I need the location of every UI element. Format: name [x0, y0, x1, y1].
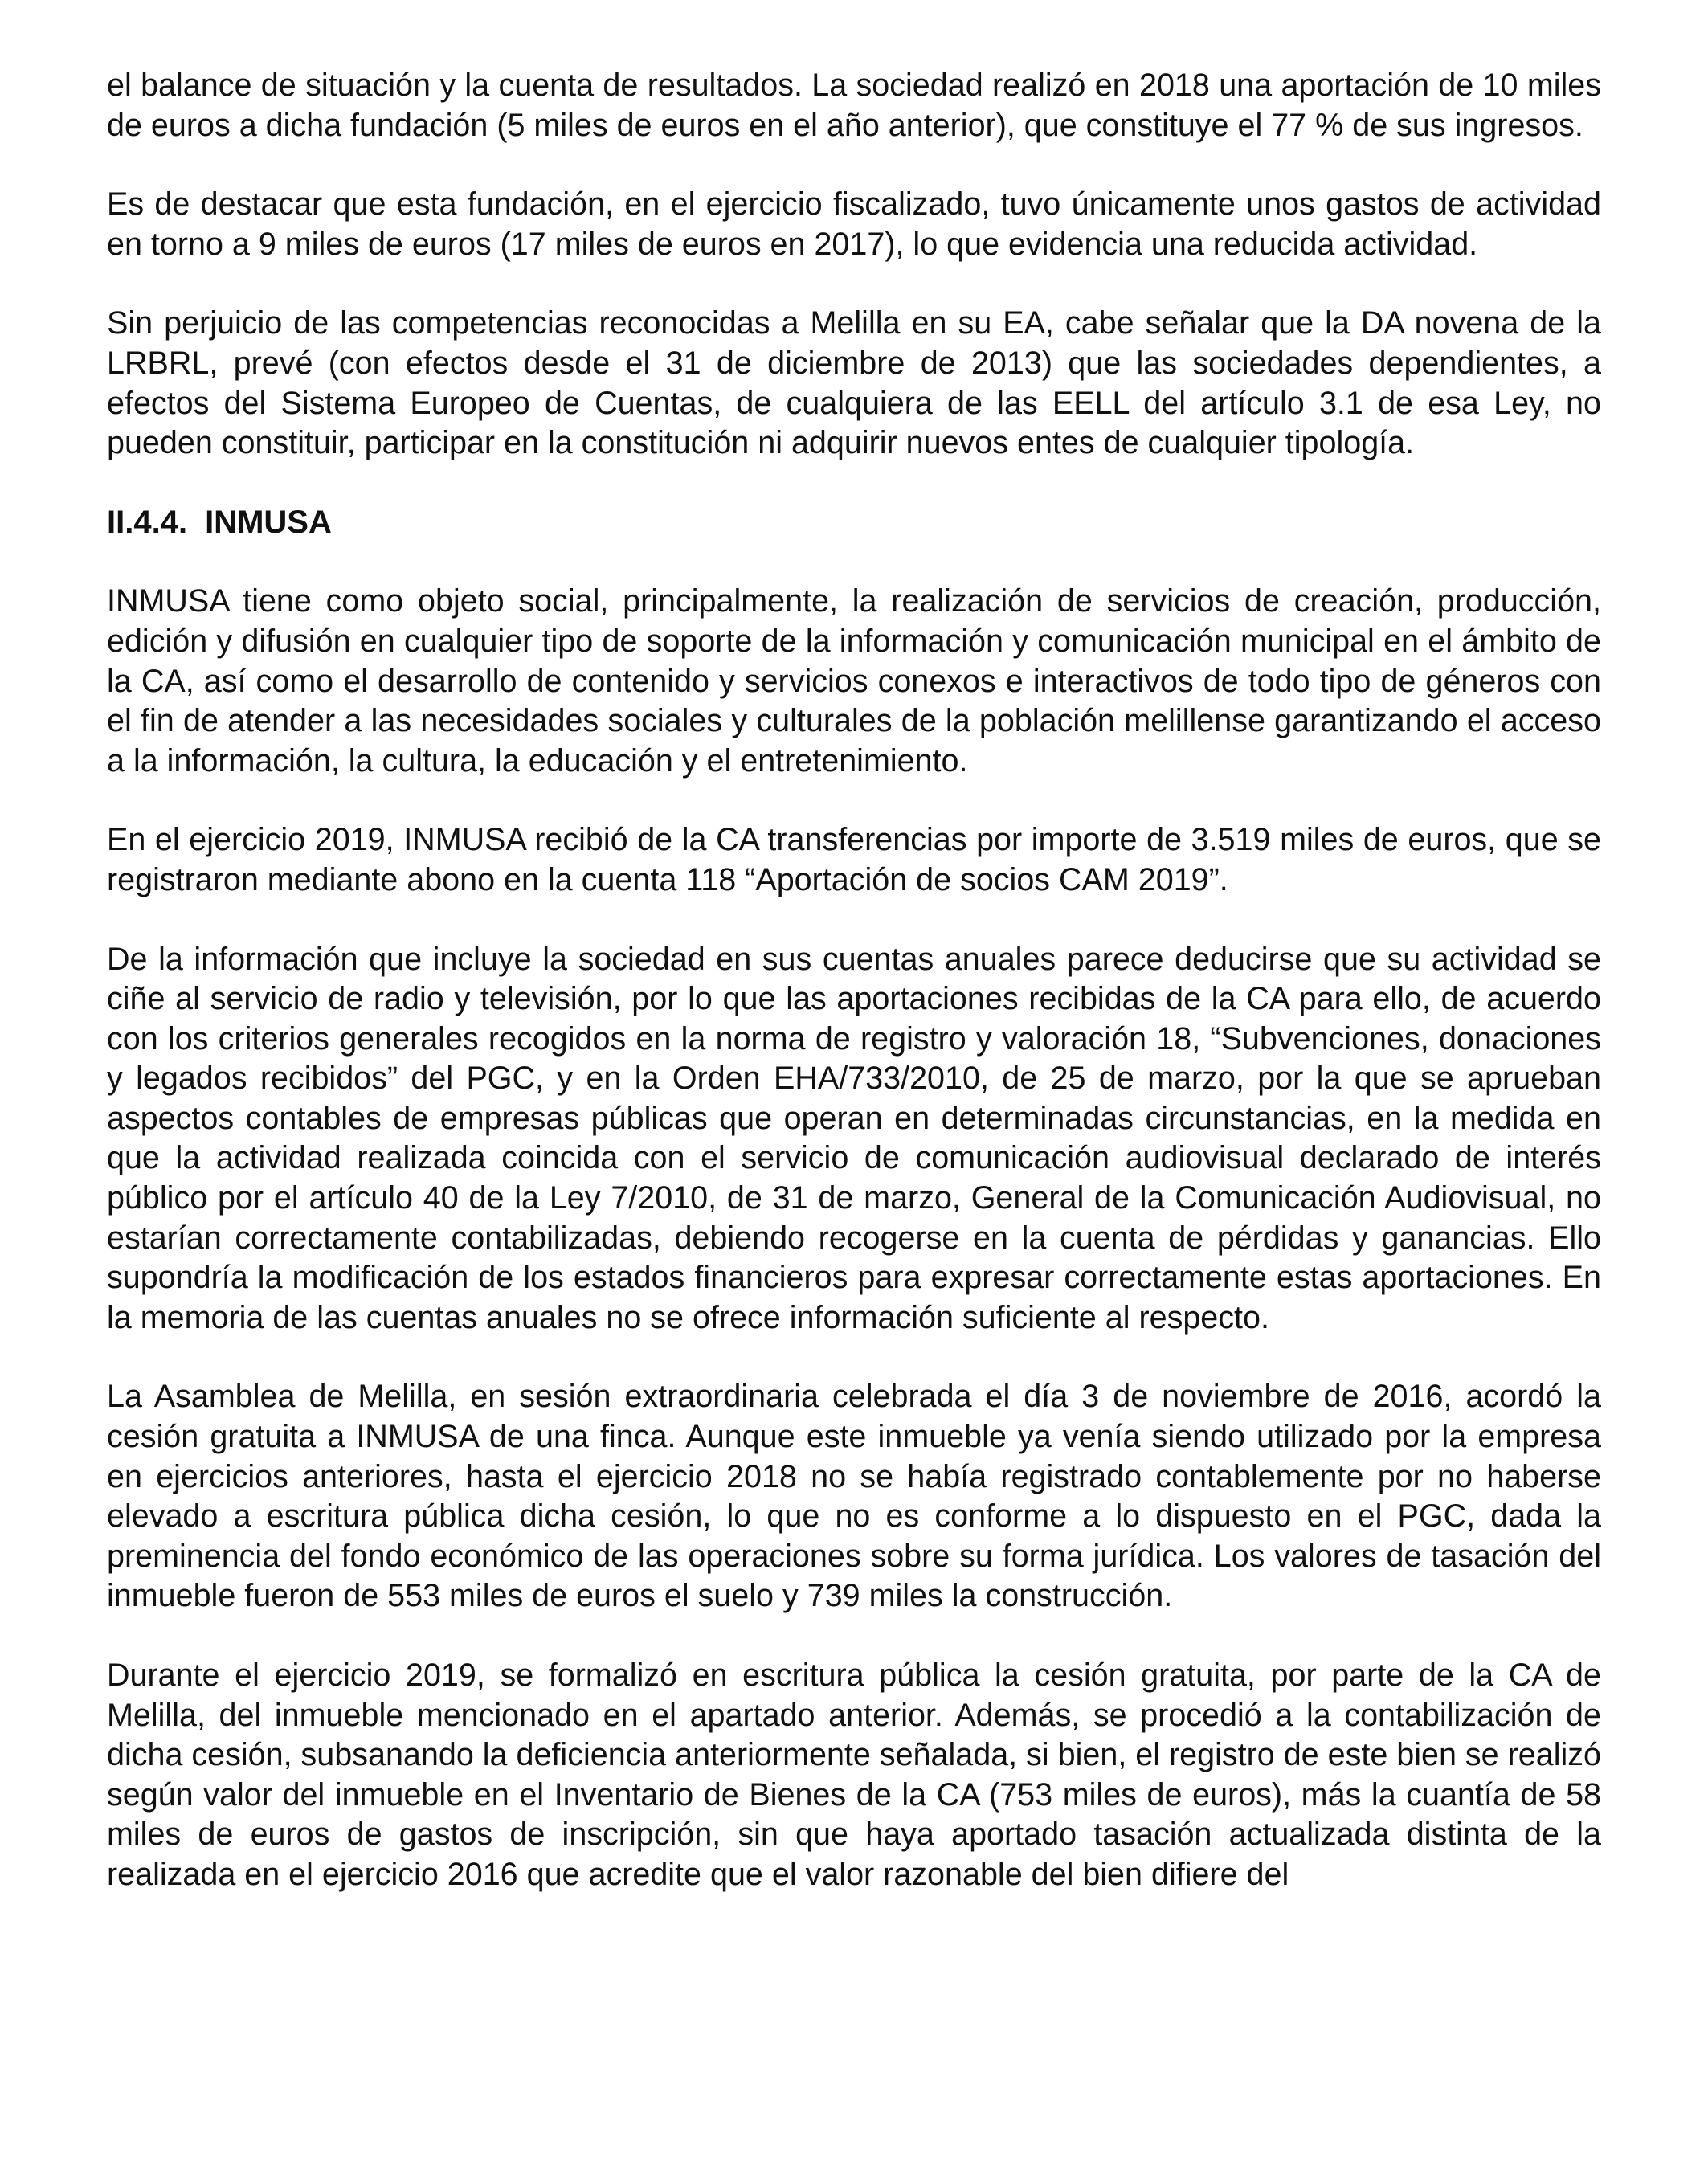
paragraph-inmusa-cesion-finca: La Asamblea de Melilla, en sesión extraordinaria celebrada el día 3 de noviembre de 2016, acordó la cesión gratuita a INMUSA de una finca. Aunque este inmueble ya venía siendo utilizado por la empresa en ejercicios anteriores, hasta el ejercicio 2018 no se había registrado contablemente por no haberse elevado a escritura pública dicha cesión, lo que no es conforme a lo dispuesto en el PGC, dada la preminencia del fondo económico de las operaciones sobre su forma jurídica. Los valores de tasación del inmueble fueron de 553 miles de euros el suelo y 739 miles la construcción.: [107, 1379, 1601, 1614]
paragraph-inmusa-contabilizacion: De la información que incluye la sociedad en sus cuentas anuales parece deducirse que su actividad se ciñe al servicio de radio y televisión, por lo que las aportaciones recibidas de la CA para ello, de acuerdo con los criterios generales recogidos en la norma de registro y valoración 18, “Subvenciones, donaciones y legados recibidos” del PGC, y en la Orden EHA/733/2010, de 25 de marzo, por la que se aprueban aspectos contables de empresas públicas que operan en determinadas circunstancias, en la medida en que la actividad realizada coincida con el servicio de comunicación audiovisual declarado de interés público por el artículo 40 de la Ley 7/2010, de 31 de marzo, General de la Comunicación Audiovisual, no estarían correctamente contabilizadas, debiendo recogerse en la cuenta de pérdidas y ganancias. Ello supondría la modificación de los estados financieros para expresar correctamente estas aportaciones. En la memoria de las cuentas anuales no se ofrece información suficiente al respecto.: [107, 941, 1601, 1335]
paragraph-fundacion-aportacion: el balance de situación y la cuenta de resultados. La sociedad realizó en 2018 una aportación de 10 miles de euros a dicha fundación (5 miles de euros en el año anterior), que constituye el 77 % de sus ingresos.: [107, 67, 1601, 143]
section-number: II.4.4.: [107, 504, 188, 540]
section-title: INMUSA: [205, 504, 332, 540]
paragraph-inmusa-escritura-2019: Durante el ejercicio 2019, se formalizó en escritura pública la cesión gratuita, por parte de la CA de Melilla, del inmueble mencionado en el apartado anterior. Además, se procedió a la contabilización de dicha cesión, subsanando la deficiencia anteriormente señalada, si bien, el registro de este bien se realizó según valor del inmueble en el Inventario de Bienes de la CA (753 miles de euros), más la cuantía de 58 miles de euros de gastos de inscripción, sin que haya aportado tasación actualizada distinta de la realizada en el ejercicio 2016 que acredite que el valor razonable del bien difiere del: [107, 1657, 1601, 1892]
document-page: [107, 66, 1601, 1935]
paragraph-inmusa-transferencias: En el ejercicio 2019, INMUSA recibió de la CA transferencias por importe de 3.519 miles de euros, que se registraron mediante abono en la cuenta 118 “Aportación de socios CAM 2019”.: [107, 822, 1601, 897]
paragraph-lrbrl-da-novena: Sin perjuicio de las competencias reconocidas a Melilla en su EA, cabe señalar que la DA novena de la LRBRL, prevé (con efectos desde el 31 de diciembre de 2013) que las sociedades dependientes, a efectos del Sistema Europeo de Cuentas, de cualquiera de las EELL del artículo 3.1 de esa Ley, no pueden constituir, participar en la constitución ni adquirir nuevos entes de cualquier tipología.: [107, 305, 1601, 461]
section-heading: [107, 503, 1601, 543]
paragraph-inmusa-objeto-social: INMUSA tiene como objeto social, principalmente, la realización de servicios de creación, producción, edición y difusión en cualquier tipo de soporte de la información y comunicación municipal en el ámbito de la CA, así como el desarrollo de contenido y servicios conexos e interactivos de todo tipo de géneros con el fin de atender a las necesidades sociales y culturales de la población melillense garantizando el acceso a la información, la cultura, la educación y el entretenimiento.: [107, 583, 1601, 779]
paragraph-fundacion-gastos: Es de destacar que esta fundación, en el ejercicio fiscalizado, tuvo únicamente unos gastos de actividad en torno a 9 miles de euros (17 miles de euros en 2017), lo que evidencia una reducida actividad.: [107, 186, 1601, 262]
